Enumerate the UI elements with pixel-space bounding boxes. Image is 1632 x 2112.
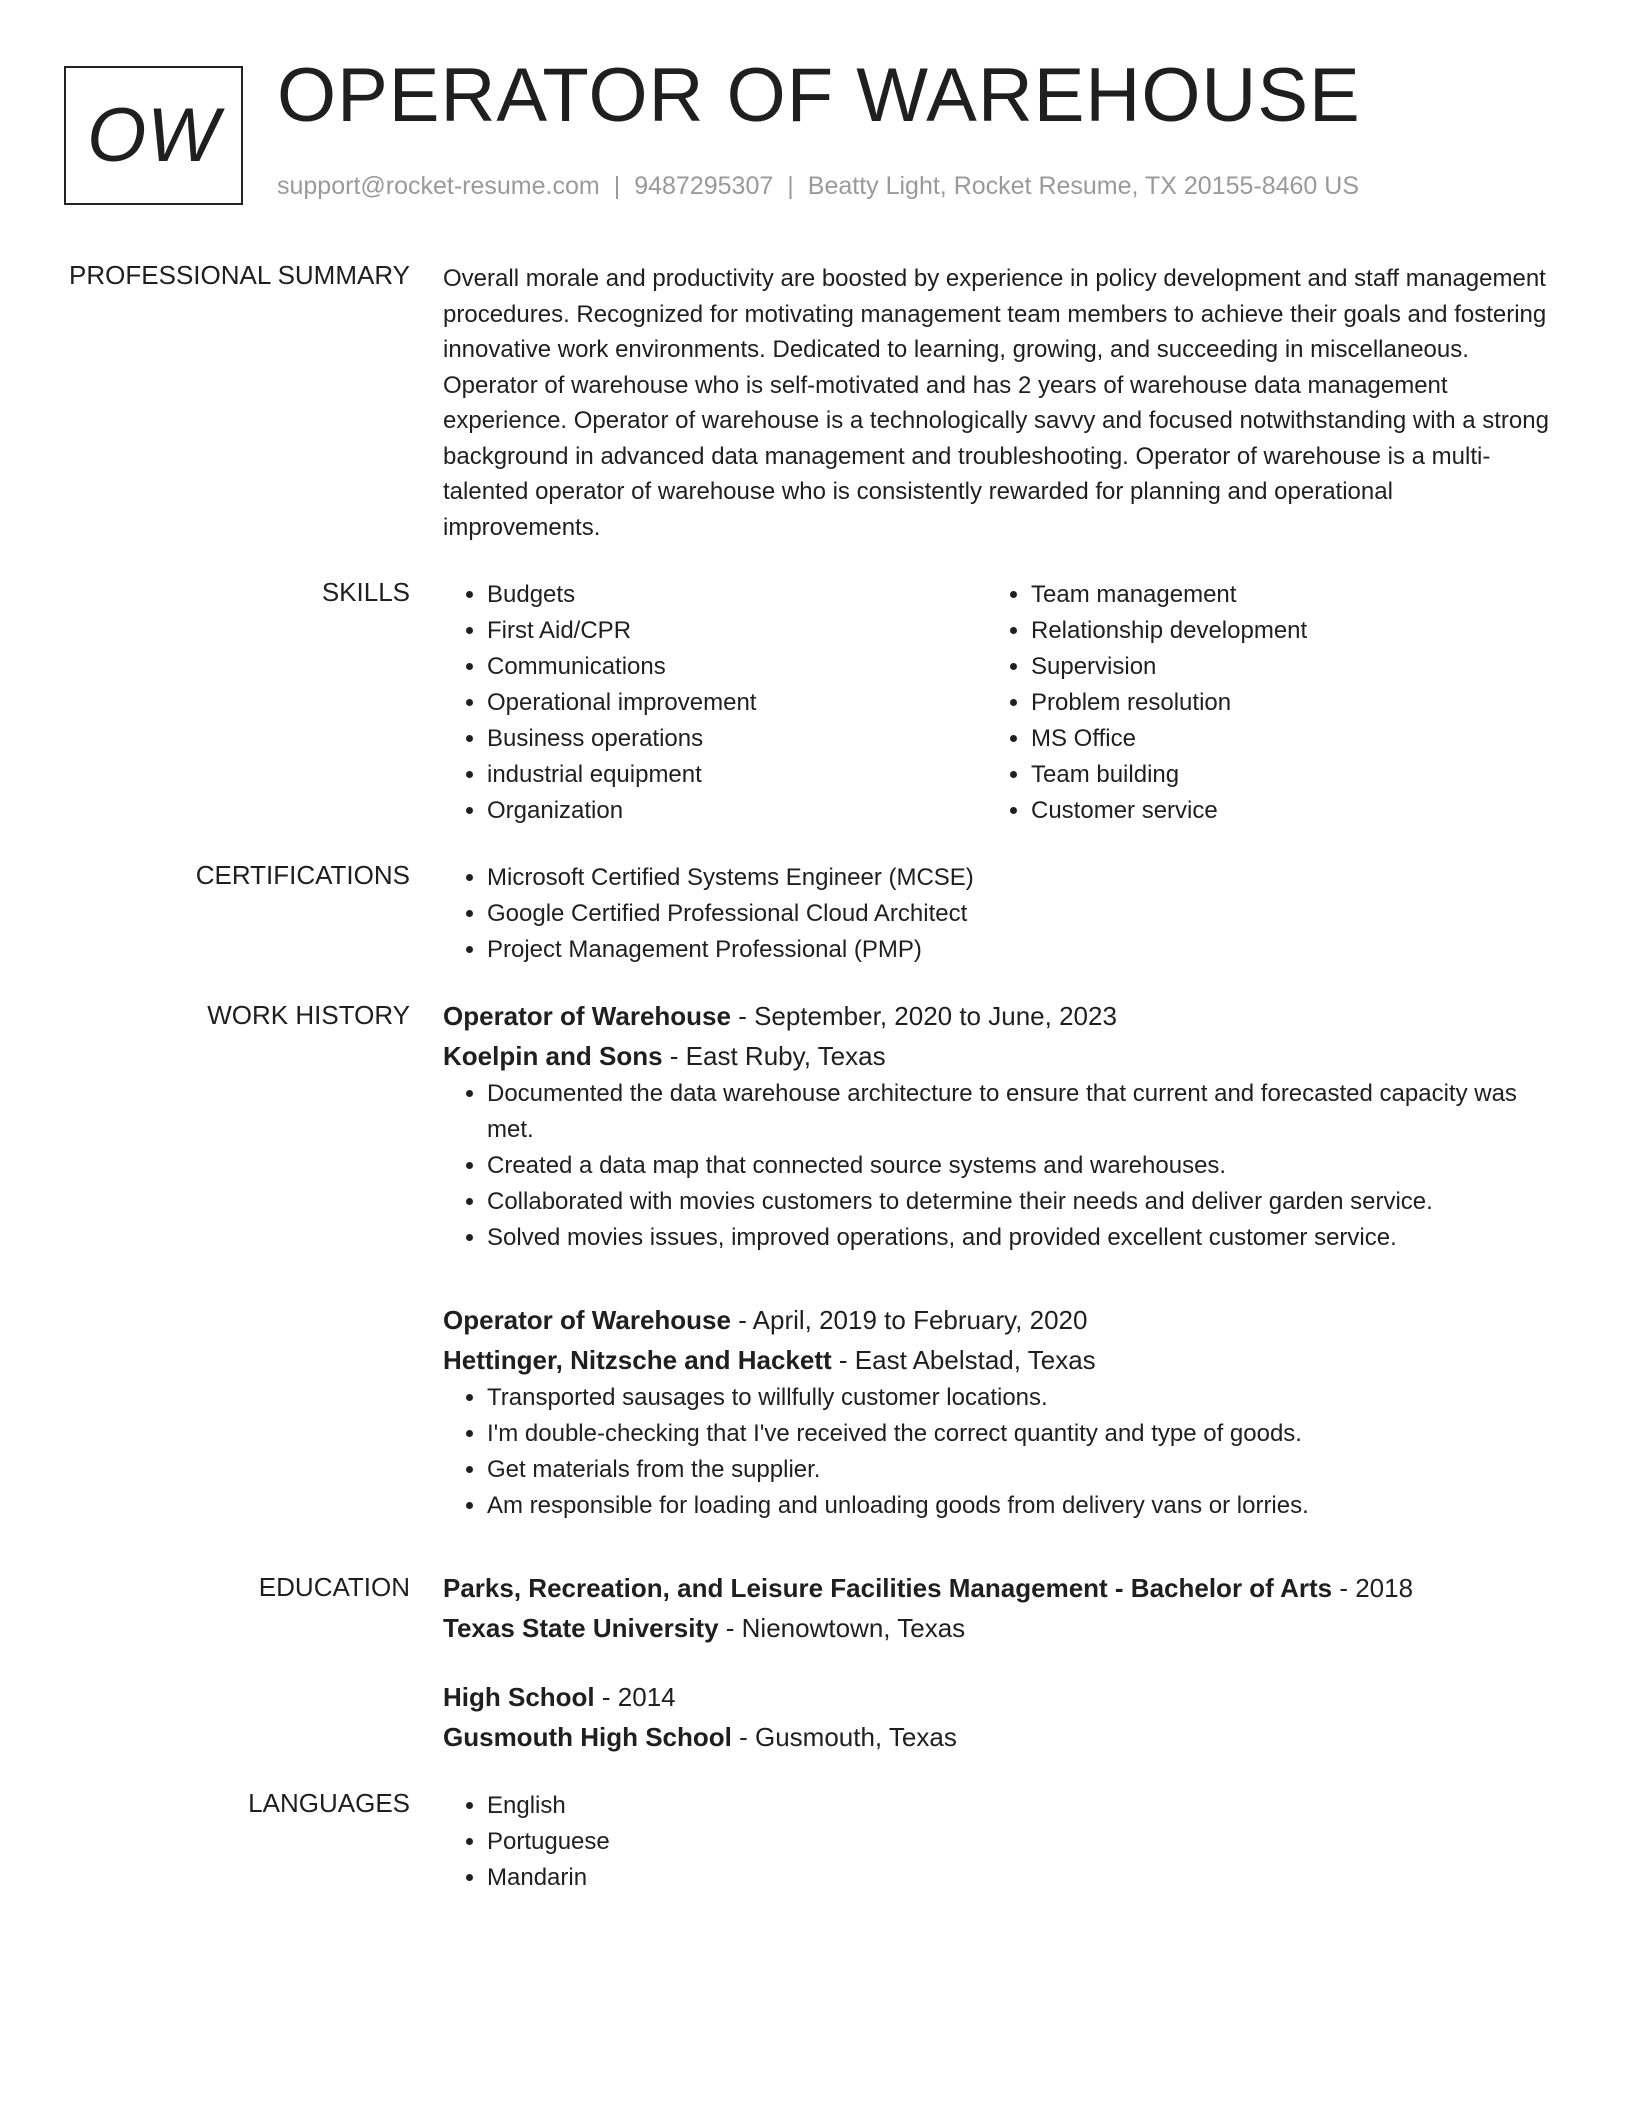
contact-separator: | bbox=[613, 172, 621, 200]
job-company: Koelpin and Sons bbox=[443, 1041, 663, 1071]
skill-item: • Customer service bbox=[1031, 793, 1531, 829]
job-location: - East Ruby, Texas bbox=[662, 1041, 886, 1071]
summary-text: Overall morale and productivity are boosted by experience in policy development and staff management procedures. Recognized for motivating management team members to achieve their goals and fostering innovative work environments. Dedicated to learning, growing, and succeeding in miscellaneous. Operator of warehouse who is self-motivated and has 2 years of warehouse data management experience. Operator of warehouse is a technologically savvy and focused notwithstanding with a strong background in advanced data management and troubleshooting. Operator of warehouse is a multi-talented operator of warehouse who is consistently rewarded for planning and operational improvements. bbox=[443, 265, 1549, 541]
job-entry bbox=[443, 1300, 1553, 1524]
skills-list-right bbox=[987, 577, 1531, 829]
job-title-line bbox=[443, 996, 1553, 1036]
contact-email: support@rocket-resume.com bbox=[277, 172, 600, 200]
language-item: • Portuguese bbox=[487, 1824, 1553, 1860]
languages-list bbox=[443, 1788, 1553, 1896]
job-entry bbox=[443, 996, 1553, 1256]
skill-item: • Problem resolution bbox=[1031, 685, 1531, 721]
job-duty-item: • Created a data map that connected source systems and warehouses. bbox=[487, 1148, 1553, 1184]
skill-item: • First Aid/CPR bbox=[487, 613, 987, 649]
skill-item: • Operational improvement bbox=[487, 685, 987, 721]
skill-item: • Relationship development bbox=[1031, 613, 1531, 649]
job-duty-item: • Get materials from the supplier. bbox=[487, 1452, 1553, 1488]
job-duty-item: • Documented the data warehouse architecture to ensure that current and forecasted capacity was met. bbox=[487, 1076, 1553, 1148]
education-year: - 2014 bbox=[594, 1682, 676, 1712]
education-degree-line bbox=[443, 1677, 1553, 1717]
work-history-body bbox=[443, 996, 1553, 1524]
skill-item: • Team management bbox=[1031, 577, 1531, 613]
certifications-list bbox=[443, 860, 1553, 968]
education-body bbox=[443, 1568, 1553, 1757]
job-company-line bbox=[443, 1340, 1553, 1380]
job-location: - East Abelstad, Texas bbox=[831, 1345, 1096, 1375]
skill-item: • Budgets bbox=[487, 577, 987, 613]
certification-item: • Project Management Professional (PMP) bbox=[487, 932, 1553, 968]
resume-title: OPERATOR OF WAREHOUSE bbox=[277, 53, 1361, 138]
education-entry bbox=[443, 1677, 1553, 1757]
skill-item: • Supervision bbox=[1031, 649, 1531, 685]
education-school: Gusmouth High School bbox=[443, 1722, 732, 1752]
job-company: Hettinger, Nitzsche and Hackett bbox=[443, 1345, 832, 1375]
skills-list-left bbox=[443, 577, 987, 829]
section-label-languages: LANGUAGES bbox=[248, 1788, 410, 1818]
job-dates: - April, 2019 to February, 2020 bbox=[730, 1305, 1088, 1335]
skill-item: • Business operations bbox=[487, 721, 987, 757]
education-school-line bbox=[443, 1608, 1553, 1648]
section-label-work-history: WORK HISTORY bbox=[207, 1000, 410, 1030]
section-label-summary: PROFESSIONAL SUMMARY bbox=[69, 260, 410, 290]
certification-item: • Microsoft Certified Systems Engineer (MCSE) bbox=[487, 860, 1553, 896]
section-label-skills: SKILLS bbox=[321, 577, 410, 607]
education-degree: High School bbox=[443, 1682, 595, 1712]
job-duties-list bbox=[443, 1076, 1553, 1256]
job-duty-item: • Am responsible for loading and unloading goods from delivery vans or lorries. bbox=[487, 1488, 1553, 1524]
skill-item: • Communications bbox=[487, 649, 987, 685]
certifications-body bbox=[443, 860, 1553, 968]
section-label-education: EDUCATION bbox=[258, 1572, 410, 1602]
contact-line bbox=[277, 172, 1359, 201]
education-year: - 2018 bbox=[1332, 1573, 1414, 1603]
language-item: • English bbox=[487, 1788, 1553, 1824]
job-title: Operator of Warehouse bbox=[443, 1305, 731, 1335]
job-duty-item: • Transported sausages to willfully customer locations. bbox=[487, 1380, 1553, 1416]
education-degree: Parks, Recreation, and Leisure Facilities Management - Bachelor of Arts bbox=[443, 1573, 1333, 1603]
certification-item: • Google Certified Professional Cloud Architect bbox=[487, 896, 1553, 932]
education-location: - Nienowtown, Texas bbox=[718, 1613, 966, 1643]
education-entry bbox=[443, 1568, 1553, 1648]
contact-phone: 9487295307 bbox=[634, 172, 774, 200]
job-dates: - September, 2020 to June, 2023 bbox=[730, 1001, 1117, 1031]
skills-body bbox=[443, 577, 1553, 829]
section-label-certifications: CERTIFICATIONS bbox=[195, 860, 410, 890]
job-duty-item: • I'm double-checking that I've received the correct quantity and type of goods. bbox=[487, 1416, 1553, 1452]
education-location: - Gusmouth, Texas bbox=[731, 1722, 957, 1752]
job-company-line bbox=[443, 1036, 1553, 1076]
education-school-line bbox=[443, 1717, 1553, 1757]
summary-body bbox=[443, 261, 1553, 545]
contact-address: Beatty Light, Rocket Resume, TX 20155-8460 US bbox=[807, 172, 1359, 200]
skill-item: • Team building bbox=[1031, 757, 1531, 793]
job-title-line bbox=[443, 1300, 1553, 1340]
monogram-badge: OW bbox=[64, 66, 243, 205]
job-duty-item: • Collaborated with movies customers to determine their needs and deliver garden service. bbox=[487, 1184, 1553, 1220]
job-duties-list bbox=[443, 1380, 1553, 1524]
skill-item: • MS Office bbox=[1031, 721, 1531, 757]
contact-separator: | bbox=[787, 172, 794, 200]
education-degree-line bbox=[443, 1568, 1553, 1608]
education-school: Texas State University bbox=[443, 1613, 719, 1643]
job-title: Operator of Warehouse bbox=[443, 1001, 731, 1031]
language-item: • Mandarin bbox=[487, 1860, 1553, 1896]
skill-item: • industrial equipment bbox=[487, 757, 987, 793]
skill-item: • Organization bbox=[487, 793, 987, 829]
job-duty-item: • Solved movies issues, improved operations, and provided excellent customer service. bbox=[487, 1220, 1553, 1256]
languages-body bbox=[443, 1788, 1553, 1896]
